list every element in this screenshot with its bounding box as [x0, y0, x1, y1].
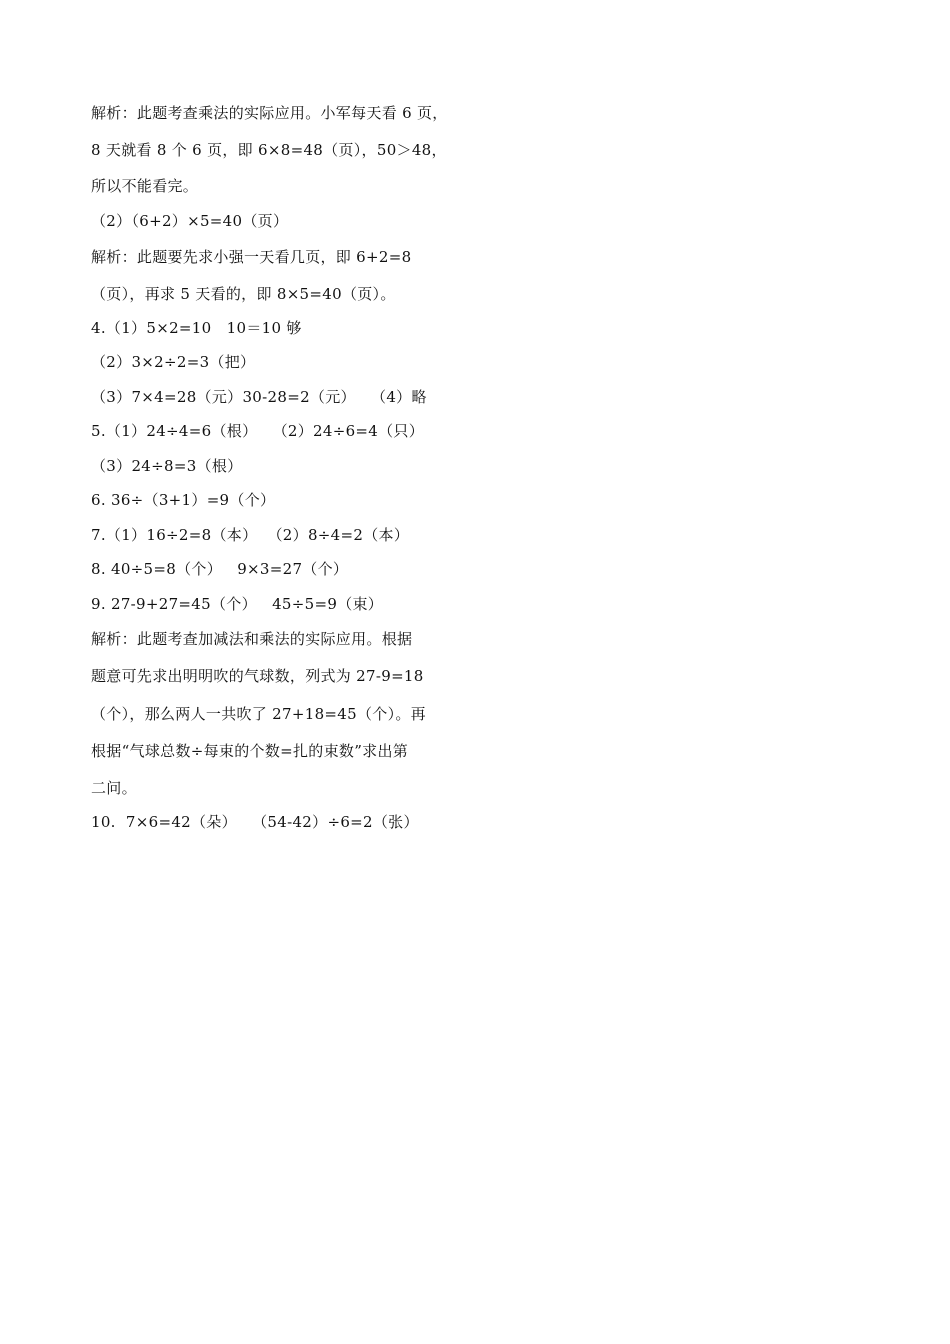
analysis-line-4: 解析：此题要先求小强一天看几页，即 6+2=8 — [91, 248, 412, 266]
answer-4-part-1: 4.（1）5×2=10 10＝10 够 — [91, 319, 302, 337]
answer-5-part-3: （3）24÷8=3（根） — [91, 457, 243, 475]
analysis-line-3: 所以不能看完。 — [91, 177, 199, 195]
answer-4-part-3-4: （3）7×4=28（元）30-28=2（元） （4）略 — [91, 388, 427, 406]
analysis-line-10: 二问。 — [91, 779, 137, 797]
analysis-line-8: （个），那么两人一共吹了 27+18=45（个）。再 — [91, 705, 426, 723]
answer-4-part-2: （2）3×2÷2=3（把） — [91, 353, 256, 371]
answer-3-part-2: （2）（6+2）×5=40（页） — [91, 212, 289, 230]
analysis-line-1: 解析：此题考查乘法的实际应用。小军每天看 6 页， — [91, 104, 448, 122]
analysis-line-2: 8 天就看 8 个 6 页，即 6×8=48（页），50＞48， — [91, 141, 447, 159]
answer-7: 7.（1）16÷2=8（本） （2）8÷4=2（本） — [91, 526, 410, 544]
analysis-line-9: 根据“气球总数÷每束的个数=扎的束数”求出第 — [91, 742, 409, 760]
answer-10: 10. 7×6=42（朵） （54-42）÷6=2（张） — [91, 813, 419, 831]
answer-9: 9. 27-9+27=45（个） 45÷5=9（束） — [91, 595, 384, 613]
analysis-line-5: （页），再求 5 天看的，即 8×5=40（页）。 — [91, 285, 396, 303]
answer-8: 8. 40÷5=8（个） 9×3=27（个） — [91, 560, 349, 578]
answer-5-part-1-2: 5.（1）24÷4=6（根） （2）24÷6=4（只） — [91, 422, 425, 440]
answer-6: 6. 36÷（3+1）=9（个） — [91, 491, 276, 509]
analysis-line-7: 题意可先求出明明吹的气球数，列式为 27-9=18 — [91, 667, 424, 685]
analysis-line-6: 解析：此题考查加减法和乘法的实际应用。根据 — [91, 630, 413, 648]
